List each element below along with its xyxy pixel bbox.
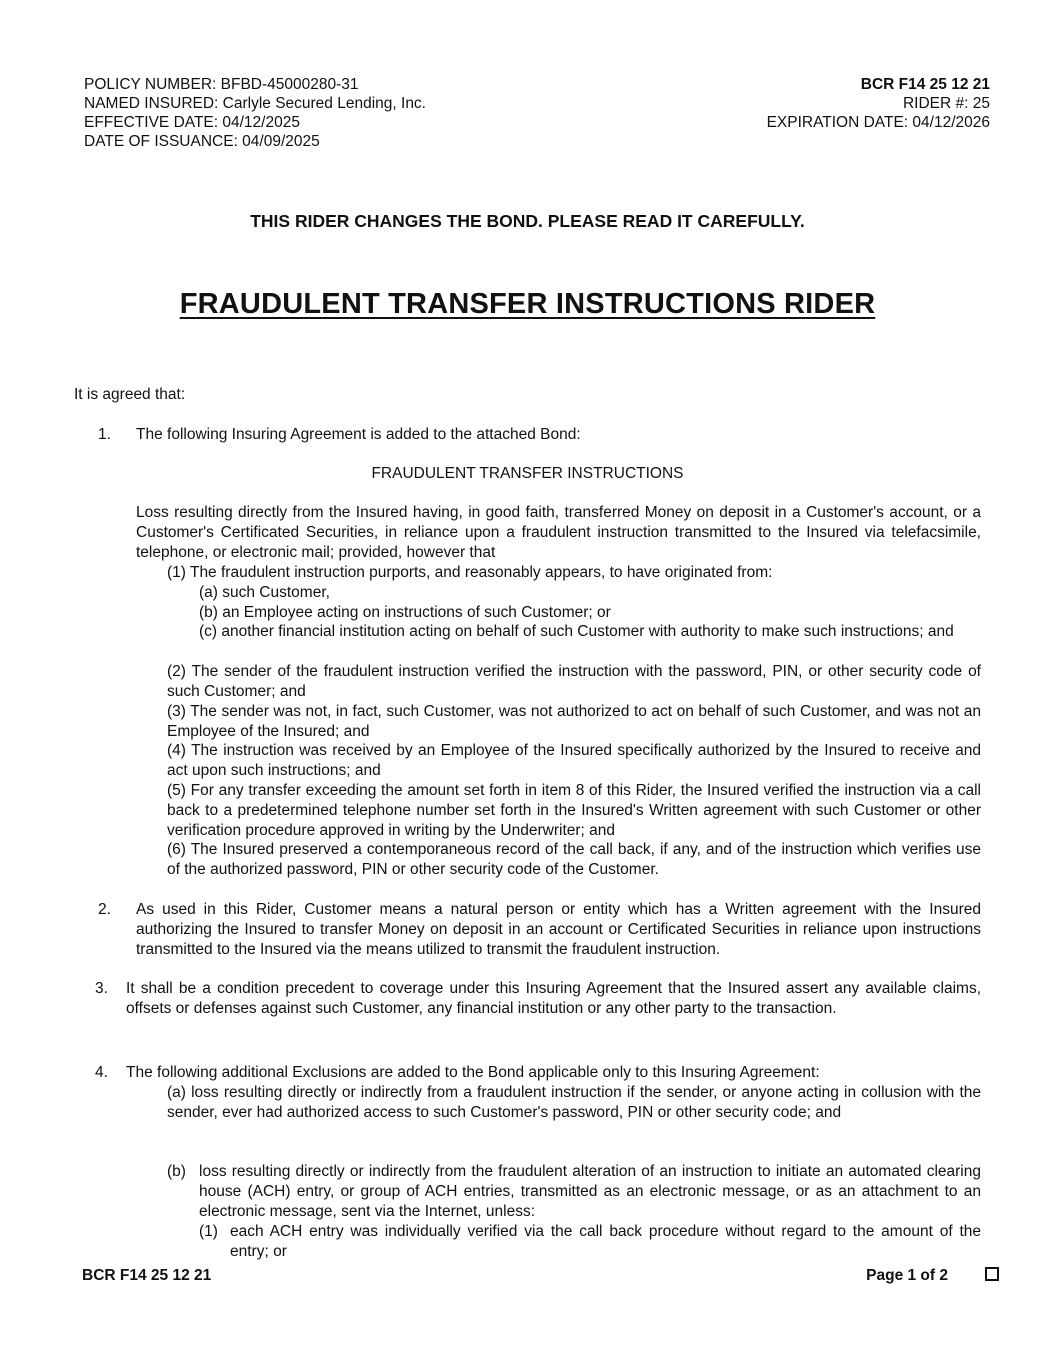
section-1-item-2: (2) The sender of the fraudulent instruction verified the instruction with the password, PIN, or other security code of such Customer; and [167,663,981,700]
section-1-number: 1. [98,426,111,443]
form-number-footer: BCR F14 25 12 21 [82,1267,212,1284]
section-1-item-1: (1) The fraudulent instruction purports, and reasonably appears, to have originated from: [167,564,773,581]
section-1-paragraph: Loss resulting directly from the Insured having, in good faith, transferred Money on deposit in a Customer's account, or a Customer's Certificated Securities, in reliance upon a fraudulent instruction transmitted to the Insured via telefacsimile, telephone, or electronic mail; provided, however that [136,504,981,561]
effective-date: EFFECTIVE DATE: 04/12/2025 [84,114,300,131]
section-4-text: The following additional Exclusions are added to the Bond applicable only to this Insuring Agreement: [126,1064,820,1081]
section-4-number: 4. [95,1064,108,1081]
section-4-item-b1-label: (1) [199,1223,218,1240]
checkbox-icon[interactable] [985,1267,999,1281]
section-3-text: It shall be a condition precedent to coverage under this Insuring Agreement that the Insured assert any available claims, offsets or defenses against such Customer, any financial institution or any other party to the transaction. [126,980,981,1017]
intro-text: It is agreed that: [74,386,186,403]
section-4-item-b: loss resulting directly or indirectly from the fraudulent alteration of an instruction to initiate an automated clearing house (ACH) entry, or group of ACH entries, transmitted as an electronic message, or as an attachment to an electronic message, sent via the Internet, unless: [199,1163,981,1220]
section-3-number: 3. [95,980,108,997]
section-1-item-1c: (c) another financial institution acting on behalf of such Customer with authority to make such instructions; and [199,623,954,640]
section-1-item-3: (3) The sender was not, in fact, such Customer, was not authorized to act on behalf of such Customer, and was not an Employee of the Insured; and [167,703,981,740]
form-number-header: BCR F14 25 12 21 [860,76,990,93]
section-1-item-1b: (b) an Employee acting on instructions of such Customer; or [199,604,611,621]
policy-number: POLICY NUMBER: BFBD-45000280-31 [84,76,359,93]
page-title: FRAUDULENT TRANSFER INSTRUCTIONS RIDER [179,288,876,320]
section-4-item-b-label: (b) [167,1163,186,1180]
notice-heading: THIS RIDER CHANGES THE BOND. PLEASE READ IT CAREFULLY. [250,211,805,231]
section-1-item-6: (6) The Insured preserved a contemporaneous record of the call back, if any, and of the instruction which verifies use of the authorized password, PIN or other security code of the Customer. [167,841,981,878]
expiration-date: EXPIRATION DATE: 04/12/2026 [766,114,990,131]
rider-number: RIDER #: 25 [902,95,990,112]
section-1-item-5: (5) For any transfer exceeding the amount set forth in item 8 of this Rider, the Insured verified the instruction via a call back to a predetermined telephone number set forth in the Insured's Written agreement with such Customer or other verification procedure approved in writing by the Underwriter; and [167,782,981,839]
section-4-item-a: (a) loss resulting directly or indirectly from a fraudulent instruction if the sender, or anyone acting in collusion with the sender, ever had authorized access to such Customer's password, PIN or other security code; and [167,1084,981,1121]
section-2-number: 2. [98,901,111,918]
page-number: Page 1 of 2 [866,1267,948,1284]
section-1-text: The following Insuring Agreement is added to the attached Bond: [136,426,581,443]
section-1-item-1a: (a) such Customer, [199,584,330,601]
section-2-text: As used in this Rider, Customer means a natural person or entity which has a Written agreement with the Insured authorizing the Insured to transfer Money on deposit in an account or Certificated Securities in reliance upon instructions transmitted to the Insured via the means utilized to transmit the fraudulent instruction. [136,901,981,958]
date-of-issuance: DATE OF ISSUANCE: 04/09/2025 [84,133,320,150]
named-insured: NAMED INSURED: Carlyle Secured Lending, Inc. [84,95,426,112]
section-1-item-4: (4) The instruction was received by an Employee of the Insured specifically authorized by the Insured to receive and act upon such instructions; and [167,742,981,779]
section-4-item-b1: each ACH entry was individually verified via the call back procedure without regard to the amount of the entry; or [230,1223,981,1260]
insuring-agreement-heading: FRAUDULENT TRANSFER INSTRUCTIONS [371,465,684,482]
